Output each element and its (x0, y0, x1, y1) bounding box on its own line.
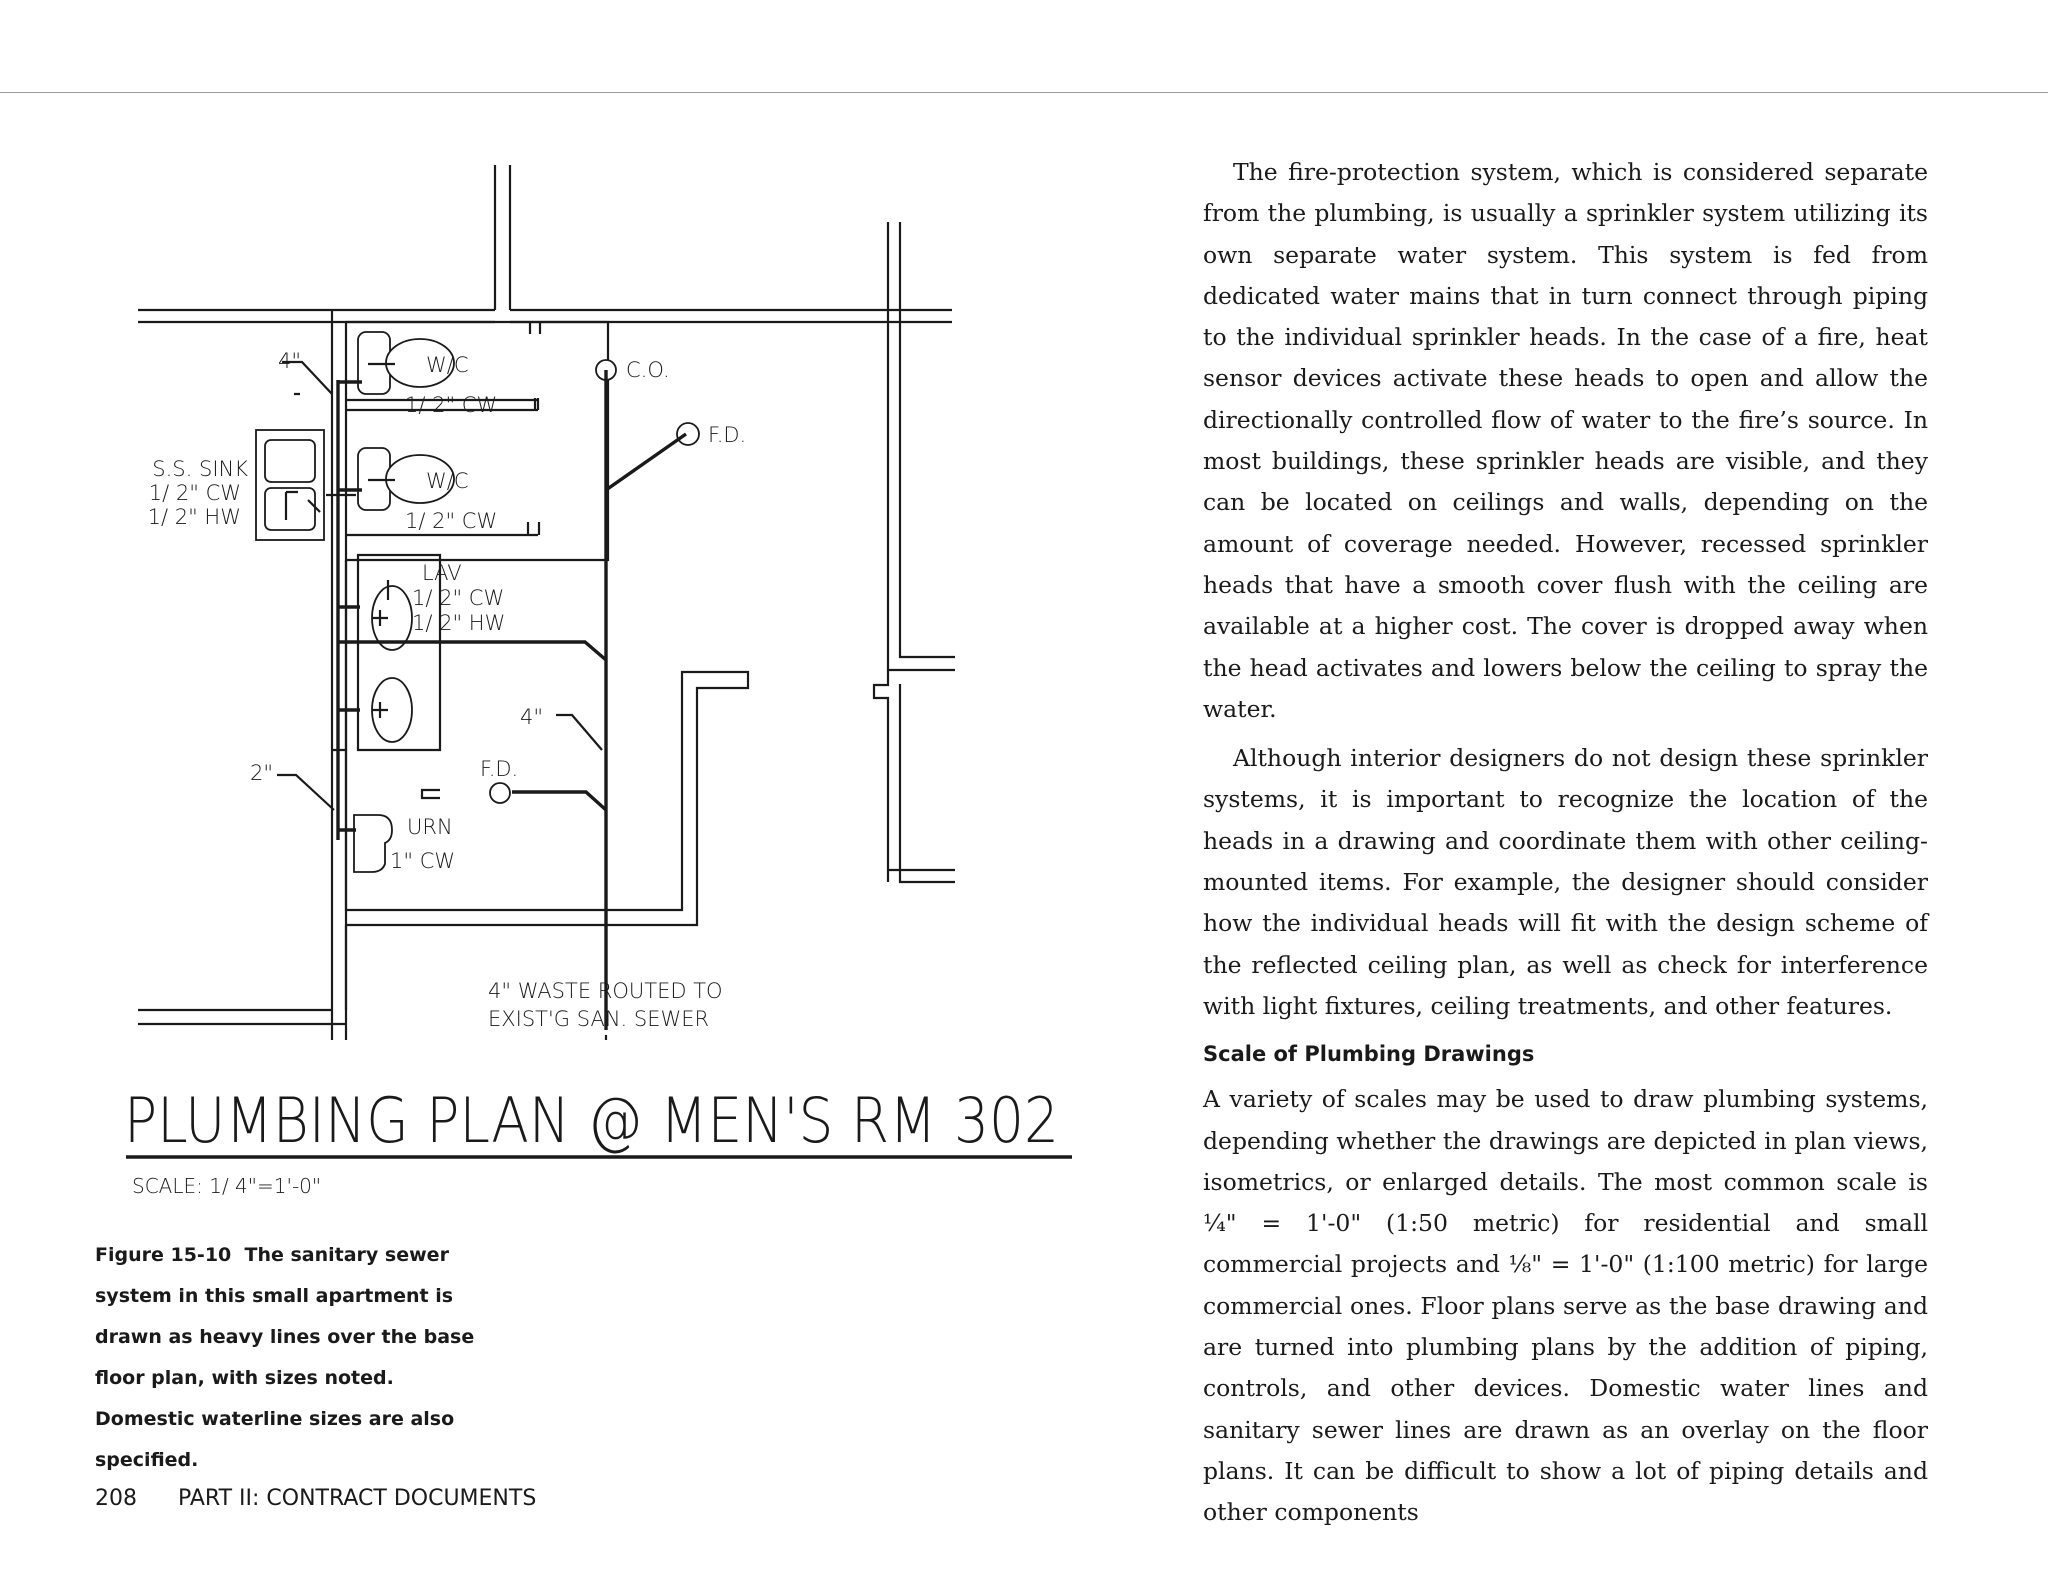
label-wc1-cw: 1/ 2" CW (405, 393, 498, 417)
label-wc2: W/C (426, 469, 469, 493)
label-waste-1: 4" WASTE ROUTED TO (488, 979, 723, 1003)
page-footer (95, 1486, 536, 1511)
label-urn: URN (407, 815, 453, 839)
paragraph-fire-protection: The fire-protection system, which is considered separate from the plumbing, is usually a sprinkler system utilizing its own separate water system. This system is fed from dedicated water mains that in turn connect through piping to the individual sprinkler heads. In the case of a fire, heat sensor devices activate these heads to open and allow the directionally controlled flow of water to the fire’s source. In most buildings, these sprinkler heads are visible, and they can be located on ceilings and walls, depending on the amount of coverage needed. However, recessed sprinkler heads that have a smooth cover flush with the ceiling are available at a higher cost. The cover is dropped away when the head activates and lowers below the ceiling to spray the water. (1203, 158, 1928, 723)
body-text-column (1203, 152, 1928, 1542)
label-wc1: W/C (426, 353, 469, 377)
figure-caption-text: The sanitary sewer system in this small apartment is drawn as heavy lines over the base floor plan, with sizes noted. Domestic waterline sizes are also specified. (95, 1244, 475, 1471)
label-lav-hw: 1/ 2" HW (412, 611, 506, 635)
figure-label: Figure 15-10 (95, 1244, 232, 1266)
running-section: PART II: CONTRACT DOCUMENTS (178, 1486, 537, 1511)
paragraph-plumbing-scales: A variety of scales may be used to draw plumbing systems, depending whether the drawings are depicted in plan views, isometrics, or enlarged details. The most common scale is ¼" = 1'-0" (1:50 metric) for residential and small commercial projects and ⅛" = 1'-0" (1:100 metric) for large commercial ones. Floor plans serve as the base drawing and are turned into plumbing plans by the addition of piping, controls, and other devices. Domestic water lines and sanitary sewer lines are drawn as an overlay on the floor plans. It can be difficult to show a lot of piping details and other components (1203, 1085, 1928, 1527)
drawing-scale: SCALE: 1/ 4"=1'-0" (132, 1174, 322, 1198)
section-heading: Scale of Plumbing Drawings (1203, 1042, 1535, 1067)
label-wc2-cw: 1/ 2" CW (405, 509, 498, 533)
label-4in-mid: 4" (520, 705, 544, 729)
drawing-title: PLUMBING PLAN @ MEN'S RM 302 (124, 1084, 1059, 1157)
page-number: 208 (95, 1486, 137, 1511)
label-fd2: F.D. (480, 757, 519, 781)
label-lav-cw: 1/ 2" CW (412, 586, 505, 610)
label-waste-2: EXIST'G SAN. SEWER (488, 1007, 710, 1031)
label-2in: 2" (250, 761, 274, 785)
label-sink: S.S. SINK (152, 457, 248, 481)
label-lav: LAV (422, 561, 462, 585)
label-sink-cw: 1/ 2" CW (148, 481, 241, 505)
label-urn-cw: 1" CW (390, 849, 456, 873)
label-sink-hw: 1/ 2" HW (147, 505, 241, 529)
label-4in-top: 4" (278, 349, 302, 373)
label-co: C.O. (626, 358, 670, 382)
plumbing-plan-drawing (120, 150, 1080, 1200)
header-rule (0, 92, 2048, 93)
paragraph-sprinkler-coordination: Although interior designers do not design these sprinkler systems, it is important to recognize the location of the heads in a drawing and coordinate them with other ceiling-mounted items. For example, the designer should consider how the individual heads will fit with the design scheme of the reflected ceiling plan, as well as check for interference with light fixtures, ceiling treatments, and other features. (1203, 744, 1928, 1020)
label-fd1: F.D. (708, 423, 747, 447)
figure-caption (95, 1235, 475, 1481)
